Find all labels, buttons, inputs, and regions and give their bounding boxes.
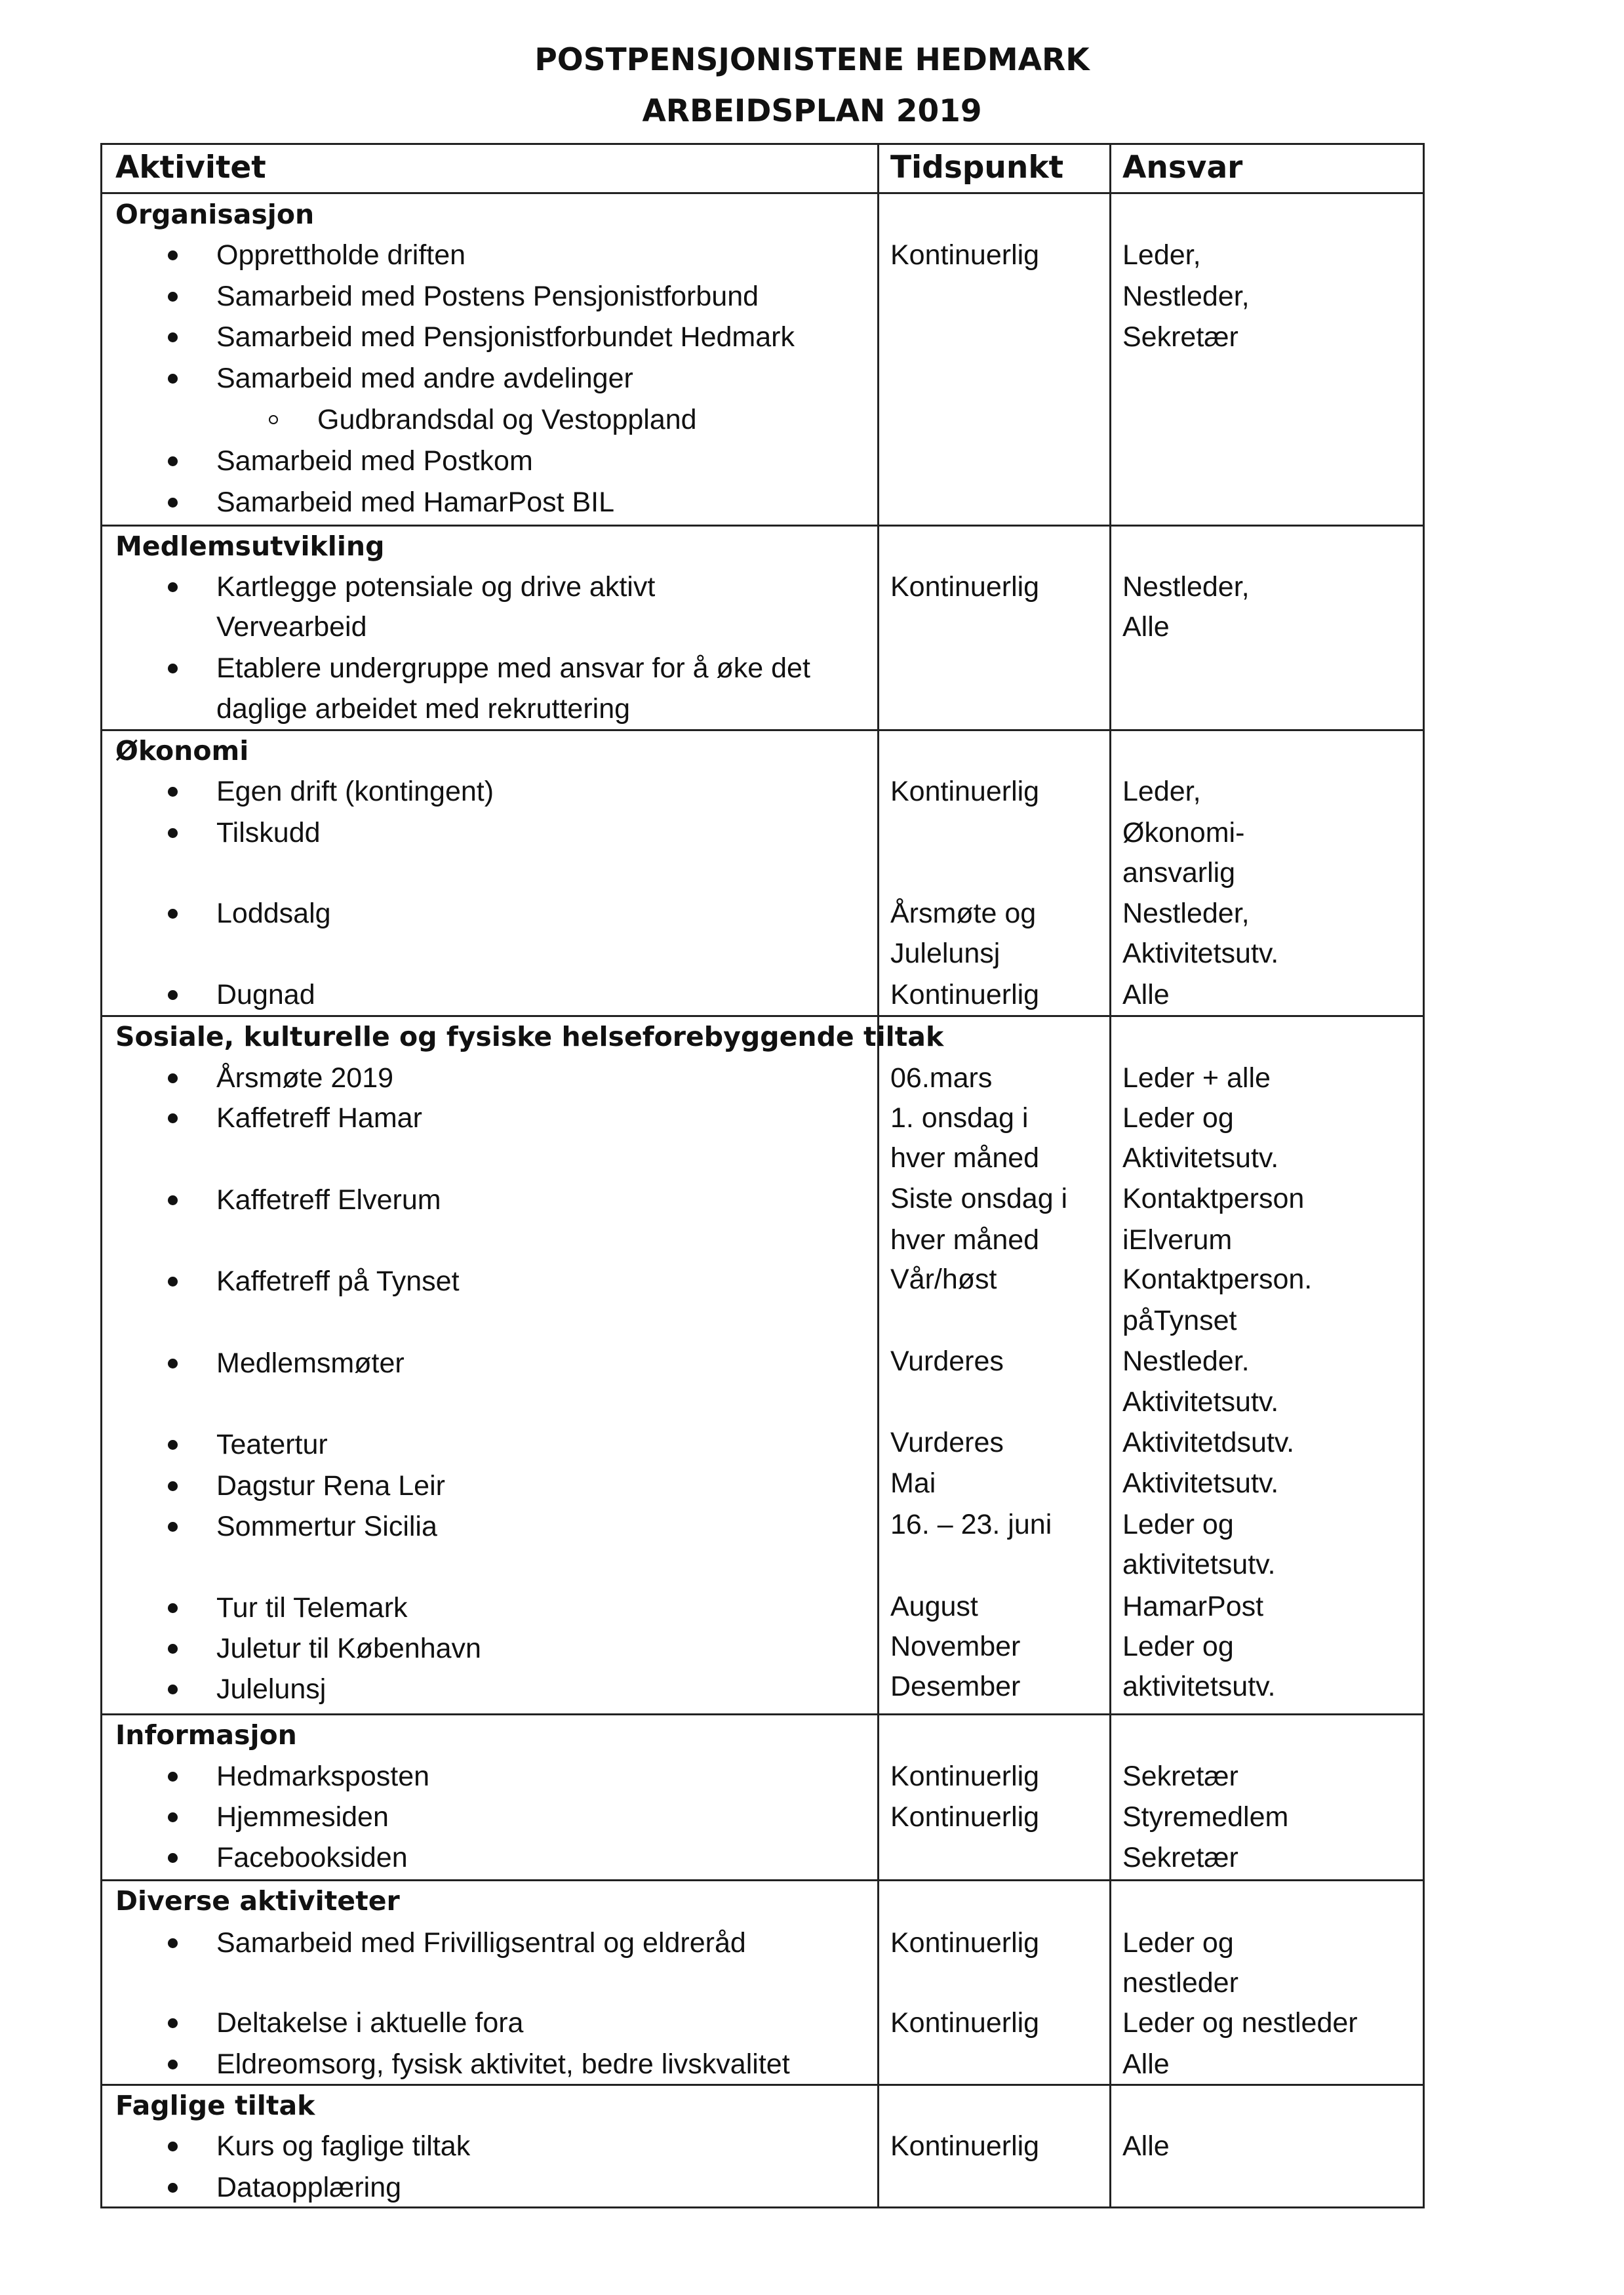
activity-item: Samarbeid med Frivilligsentral og eldreråd (216, 1927, 746, 1959)
activity-continuation: Vervearbeid (216, 611, 367, 643)
activity-item: Etablere undergruppe med ansvar for å øke det (216, 652, 810, 684)
activity-item: Tilskudd (216, 817, 321, 848)
responsible-cell: Økonomi- (1122, 817, 1245, 848)
column-divider (877, 143, 879, 2208)
activity-item: Kartlegge potensiale og drive aktivt (216, 571, 656, 603)
activity-item: Samarbeid med HamarPost BIL (216, 487, 615, 518)
time-cell: Vår/høst (890, 1264, 997, 1295)
activity-continuation: daglige arbeidet med rekruttering (216, 693, 631, 725)
responsible-cell: Alle (1122, 2130, 1170, 2162)
bullet-icon (168, 664, 178, 673)
bullet-icon (168, 2142, 178, 2151)
responsible-cell: ansvarlig (1122, 857, 1236, 888)
time-cell: Kontinuerlig (890, 1761, 1040, 1792)
time-cell: Siste onsdag i (890, 1183, 1068, 1214)
time-cell: Kontinuerlig (890, 979, 1040, 1010)
responsible-cell: Leder og (1122, 1102, 1234, 1134)
time-cell: hver måned (890, 1224, 1040, 1256)
document-subtitle: ARBEIDSPLAN 2019 (642, 93, 982, 129)
time-cell: Mai (890, 1467, 936, 1499)
responsible-cell: Sekretær (1122, 1842, 1238, 1873)
responsible-cell: Leder + alle (1122, 1062, 1271, 1094)
time-cell: Kontinuerlig (890, 1801, 1040, 1833)
bullet-icon (168, 1440, 178, 1450)
responsible-cell: nestleder (1122, 1967, 1238, 1999)
time-cell: Kontinuerlig (890, 571, 1040, 603)
bullet-icon (168, 1644, 178, 1654)
time-cell: Kontinuerlig (890, 776, 1040, 807)
time-cell: Kontinuerlig (890, 239, 1040, 271)
bullet-icon (168, 1685, 178, 1694)
time-cell: 16. – 23. juni (890, 1509, 1052, 1540)
responsible-cell: Leder og nestleder (1122, 2007, 1358, 2039)
time-cell: 06.mars (890, 1062, 993, 1094)
responsible-cell: Aktivitetsutv. (1122, 1386, 1279, 1418)
section-title: Faglige tiltak (115, 2090, 315, 2121)
bullet-icon (168, 787, 178, 797)
bullet-icon (168, 1113, 178, 1123)
column-header-tidspunkt: Tidspunkt (890, 150, 1064, 186)
bullet-icon (168, 582, 178, 592)
bullet-icon (168, 2018, 178, 2028)
activity-item: Samarbeid med Postkom (216, 445, 533, 477)
responsible-cell: aktivitetsutv. (1122, 1549, 1276, 1580)
time-cell: 1. onsdag i (890, 1102, 1029, 1134)
sub-activity-item: Gudbrandsdal og Vestoppland (317, 404, 697, 435)
responsible-cell: Alle (1122, 979, 1170, 1010)
bullet-icon (168, 1603, 178, 1613)
time-cell: August (890, 1591, 978, 1622)
bullet-icon (168, 332, 178, 342)
section-title: Medlemsutvikling (115, 530, 385, 562)
responsible-cell: Leder og (1122, 1927, 1234, 1959)
activity-item: Hedmarksposten (216, 1761, 430, 1792)
time-cell: November (890, 1631, 1021, 1662)
time-cell: Vurderes (890, 1346, 1004, 1377)
section-title: Økonomi (115, 735, 249, 767)
responsible-cell: Leder, (1122, 776, 1201, 807)
activity-item: Hjemmesiden (216, 1801, 389, 1833)
responsible-cell: Leder og (1122, 1509, 1234, 1540)
responsible-cell: Nestleder. (1122, 1346, 1250, 1377)
responsible-cell: Sekretær (1122, 1761, 1238, 1792)
time-cell: Vurderes (890, 1427, 1004, 1458)
activity-item: Eldreomsorg, fysisk aktivitet, bedre livskvalitet (216, 2048, 790, 2080)
responsible-cell: Alle (1122, 2048, 1170, 2080)
responsible-cell: Styremedlem (1122, 1801, 1289, 1833)
responsible-cell: Kontaktperson (1122, 1183, 1305, 1214)
responsible-cell: påTynset (1122, 1305, 1237, 1336)
responsible-cell: Aktivitetdsutv. (1122, 1427, 1295, 1458)
responsible-cell: Sekretær (1122, 321, 1238, 353)
column-divider (1109, 143, 1111, 2208)
section-title: Informasjon (115, 1719, 297, 1751)
time-cell: Kontinuerlig (890, 1927, 1040, 1959)
activity-item: Loddsalg (216, 898, 331, 929)
bullet-icon (168, 1772, 178, 1782)
bullet-icon (168, 1938, 178, 1948)
section-title: Diverse aktiviteter (115, 1885, 400, 1917)
bullet-icon (168, 1853, 178, 1863)
time-cell: Årsmøte og (890, 898, 1037, 929)
activity-item: Årsmøte 2019 (216, 1062, 394, 1094)
activity-item: Julelunsj (216, 1673, 327, 1705)
responsible-cell: Aktivitetsutv. (1122, 938, 1279, 969)
time-cell: Desember (890, 1671, 1021, 1702)
activity-item: Samarbeid med Postens Pensjonistforbund (216, 281, 759, 312)
responsible-cell: Leder og (1122, 1631, 1234, 1662)
activity-item: Egen drift (kontingent) (216, 776, 494, 807)
bullet-icon (168, 1277, 178, 1287)
activity-item: Deltakelse i aktuelle fora (216, 2007, 524, 2039)
responsible-cell: Aktivitetsutv. (1122, 1467, 1279, 1499)
activity-item: Dataopplæring (216, 2172, 402, 2203)
bullet-icon (168, 1812, 178, 1822)
bullet-icon (168, 374, 178, 384)
bullet-icon (168, 292, 178, 302)
bullet-icon (168, 1522, 178, 1532)
sub-bullet-icon (269, 415, 278, 424)
bullet-icon (168, 1073, 178, 1083)
activity-item: Juletur til København (216, 1633, 481, 1664)
responsible-cell: Kontaktperson. (1122, 1264, 1313, 1295)
bullet-icon (168, 2060, 178, 2069)
activity-item: Kurs og faglige tiltak (216, 2130, 471, 2162)
bullet-icon (168, 1195, 178, 1205)
activity-item: Dagstur Rena Leir (216, 1470, 445, 1502)
column-header-ansvar: Ansvar (1122, 150, 1243, 186)
responsible-cell: Leder, (1122, 239, 1201, 271)
bullet-icon (168, 1359, 178, 1368)
time-cell: hver måned (890, 1142, 1040, 1174)
activity-item: Dugnad (216, 979, 315, 1010)
bullet-icon (168, 2183, 178, 2193)
responsible-cell: HamarPost (1122, 1591, 1264, 1622)
activity-item: Sommertur Sicilia (216, 1511, 437, 1542)
responsible-cell: aktivitetsutv. (1122, 1671, 1276, 1702)
responsible-cell: Aktivitetsutv. (1122, 1142, 1279, 1174)
activity-item: Kaffetreff på Tynset (216, 1266, 460, 1297)
responsible-cell: Alle (1122, 611, 1170, 643)
responsible-cell: Nestleder, (1122, 898, 1250, 929)
activity-item: Samarbeid med Pensjonistforbundet Hedmark (216, 321, 795, 353)
activity-item: Tur til Telemark (216, 1592, 408, 1624)
row-divider (100, 1713, 1425, 1715)
bullet-icon (168, 498, 178, 508)
activity-item: Kaffetreff Elverum (216, 1184, 441, 1216)
bullet-icon (168, 909, 178, 919)
activity-item: Samarbeid med andre avdelinger (216, 363, 633, 394)
column-header-aktivitet: Aktivitet (115, 150, 266, 186)
time-cell: Kontinuerlig (890, 2130, 1040, 2162)
activity-item: Facebooksiden (216, 1842, 408, 1873)
activity-item: Teatertur (216, 1429, 328, 1460)
activity-item: Medlemsmøter (216, 1347, 405, 1379)
activity-item: Opprettholde driften (216, 239, 466, 271)
section-title: Organisasjon (115, 199, 315, 230)
row-divider (100, 192, 1425, 194)
time-cell: Julelunsj (890, 938, 1000, 969)
responsible-cell: iElverum (1122, 1224, 1233, 1256)
bullet-icon (168, 828, 178, 838)
bullet-icon (168, 250, 178, 260)
bullet-icon (168, 990, 178, 1000)
bullet-icon (168, 456, 178, 466)
section-title: Sosiale, kulturelle og fysiske helseforebyggende tiltak (115, 1021, 944, 1052)
responsible-cell: Nestleder, (1122, 281, 1250, 312)
row-divider (100, 729, 1425, 731)
time-cell: Kontinuerlig (890, 2007, 1040, 2039)
responsible-cell: Nestleder, (1122, 571, 1250, 603)
document-title: POSTPENSJONISTENE HEDMARK (534, 42, 1090, 78)
activity-item: Kaffetreff Hamar (216, 1102, 422, 1134)
bullet-icon (168, 1481, 178, 1491)
